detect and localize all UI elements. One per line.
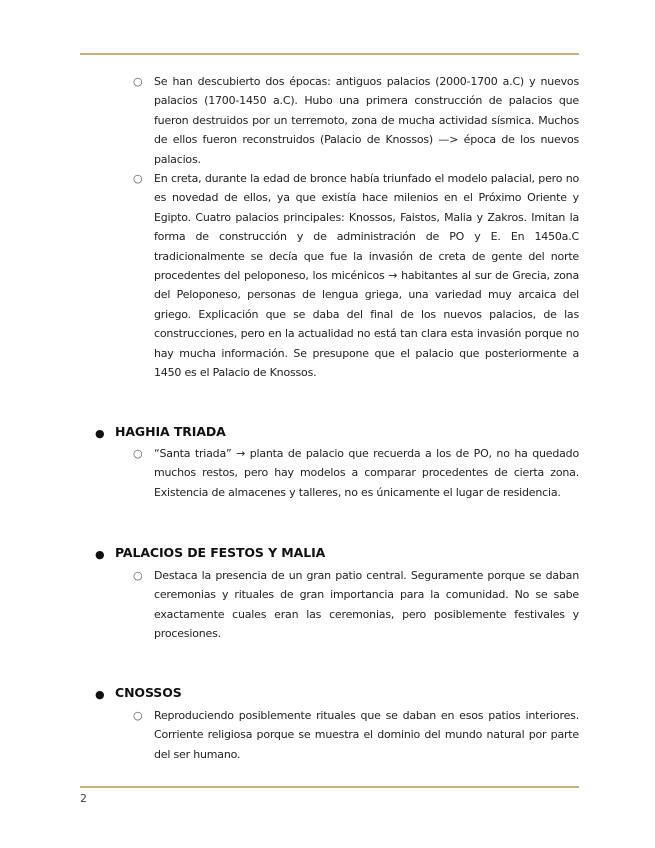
heading-bullet: ●	[95, 688, 105, 701]
sub-bullet: ○	[133, 75, 143, 88]
heading-cnossos: CNOSSOS	[115, 685, 182, 700]
heading-bullet: ●	[95, 427, 105, 440]
heading-palacios-festos-malia: PALACIOS DE FESTOS Y MALIA	[115, 545, 326, 560]
paragraph-patio-central: Destaca la presencia de un gran patio central. Seguramente porque se daban ceremonias y rituales de gran importancia para la comunidad. No se sabe exactamente cuales eran las ceremonias, pero posiblemente festivales y procesiones.	[154, 569, 579, 641]
page-number: 2	[80, 792, 87, 805]
sub-bullet: ○	[133, 172, 143, 185]
header-rule	[80, 53, 579, 55]
sub-bullet: ○	[133, 447, 143, 460]
paragraph-epocas: Se han descubierto dos épocas: antiguos palacios (2000-1700 a.C) y nuevos palacios (1700-1450 a.C). Hubo una primera construcción de palacios que fueron destruidos por un terremoto, zona de mucha actividad sísmica. Muchos de ellos fueron reconstruidos (Palacio de Knossos) —> época de los nuevos palacios.	[154, 75, 579, 166]
paragraph-creta: En creta, durante la edad de bronce había triunfado el modelo palacial, pero no es novedad de ellos, ya que existía hace milenios en el Próximo Oriente y Egipto. Cuatro palacios principales: Knossos, Faistos, Malia y Zakros. Imitan la forma de construcción y de administración de PO y E. En 1450a.C tradicionalmente se decía que fue la invasión de creta de gente del norte procedentes del peloponeso, los micénicos → habitantes al sur de Grecia, zona del Peloponeso, personas de lengua griega, una variedad muy arcaica del griego. Explicación que se daba del final de los nuevos palacios, de las construcciones, pero en la actualidad no está tan clara esta invasión porque no hay mucha información. Se presupone que el palacio que posteriormente a 1450 es el Palacio de Knossos.	[154, 172, 579, 380]
footer-rule	[80, 786, 579, 788]
heading-haghia-triada: HAGHIA TRIADA	[115, 424, 226, 439]
paragraph-santa-triada: “Santa triada” → planta de palacio que recuerda a los de PO, no ha quedado muchos restos, pero hay modelos a comparar procedentes de cierta zona. Existencia de almacenes y talleres, no es únicamente el lugar de residencia.	[154, 447, 579, 499]
sub-bullet: ○	[133, 569, 143, 582]
sub-bullet: ○	[133, 709, 143, 722]
paragraph-rituales: Reproduciendo posiblemente rituales que se daban en esos patios interiores. Corriente religiosa porque se muestra el dominio del mundo natural por parte del ser humano.	[154, 709, 579, 761]
heading-bullet: ●	[95, 548, 105, 561]
